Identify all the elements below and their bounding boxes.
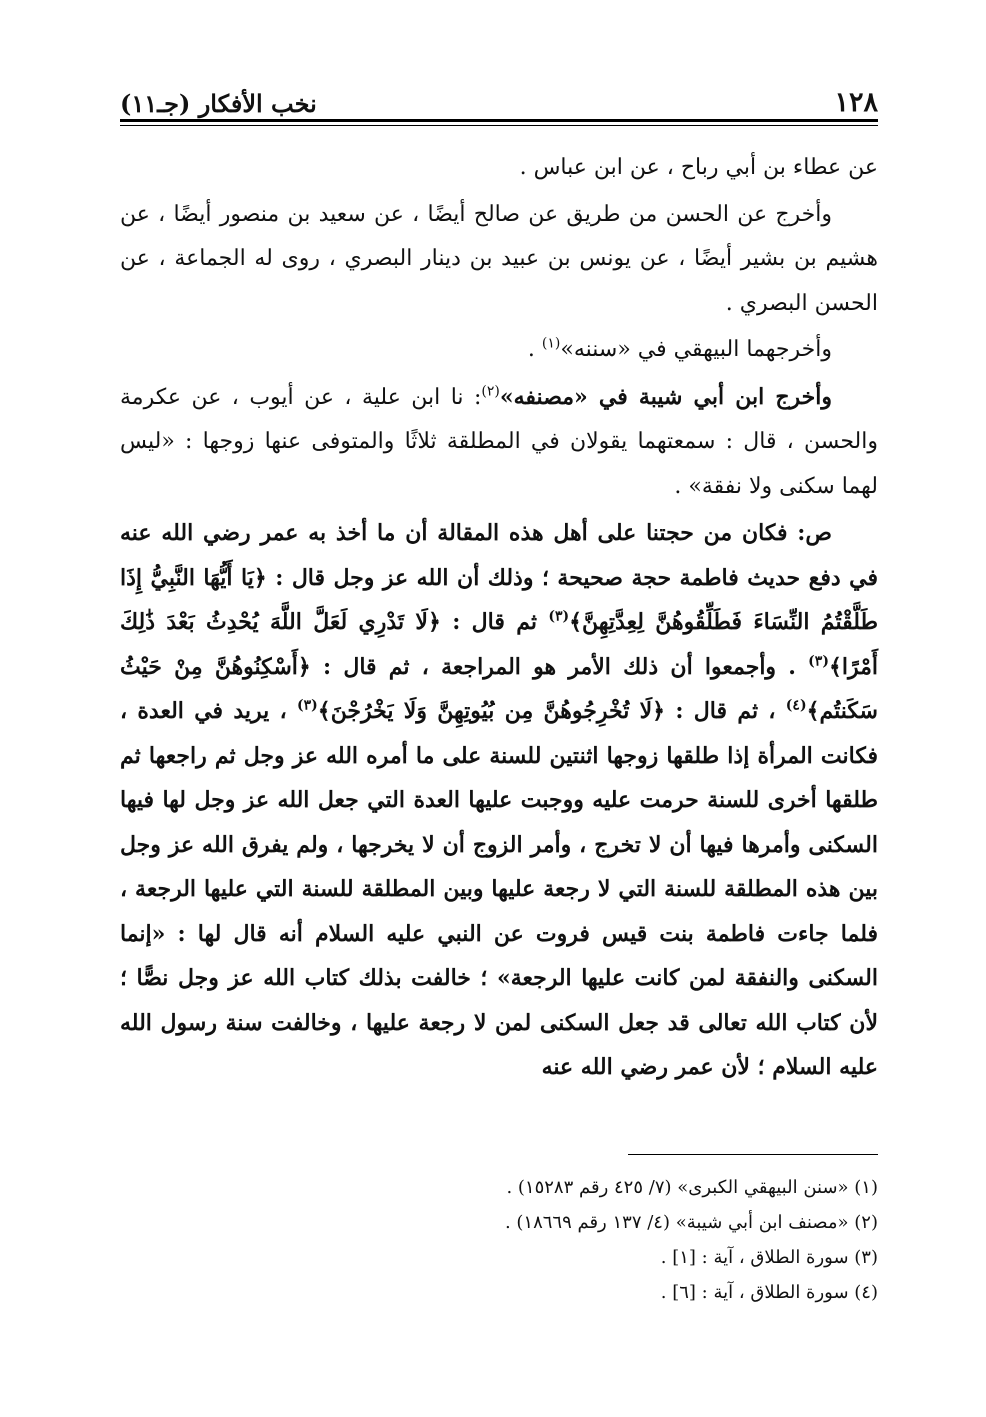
page-header <box>120 76 878 116</box>
paragraph-5-a: ص: فكان من حجتنا على أهل هذه المقالة أن ما أخذ به عمر رضي الله عنه في دفع حديث فاطمة حجة صحيحة ؛ وذلك أن الله عز وجل قال : ﴿يَا أَيُّهَا النَّبِيُّ إِذَا طَلَّقْتُمُ النِّسَاءَ فَطَلِّقُوهُنَّ لِعِدَّتِهِنَّ﴾ <box>120 520 879 635</box>
paragraph-1: عن عطاء بن أبي رباح ، عن ابن عباس . <box>519 155 878 180</box>
paragraph-2: وأخرج عن الحسن من طريق عن صالح أيضًا ، عن سعيد بن منصور أيضًا ، عن هشيم بن بشير أيضًا ، عن يونس بن عبيد بن دينار البصري ، روى له الجماعة ، عن الحسن البصري . <box>120 201 878 316</box>
footnote-ref-1[interactable]: (١) <box>541 335 561 352</box>
paragraph-3-text: وأخرجهما البيهقي في «سننه» <box>560 337 832 362</box>
paragraph-5-b: ثم قال : ﴿لَا تَدْرِي لَعَلَّ اللَّهَ يُحْدِثُ بَعْدَ ذَٰلِكَ أَمْرًا﴾ <box>120 609 878 680</box>
paragraph-4 <box>120 375 878 510</box>
header-rule-thin <box>120 125 878 126</box>
footnote-ref-4[interactable]: (٤) <box>785 697 807 714</box>
paragraph-5-c: . وأجمعوا أن ذلك الأمر هو المراجعة ، ثم قال : ﴿أَسْكِنُوهُنَّ مِنْ حَيْثُ سَكَنتُم﴾ <box>120 653 878 724</box>
paragraph-4-text: : نا ابن علية ، عن أيوب ، عن عكرمة والحسن ، قال : سمعتهما يقولان في المطلقة ثلاثًا والمتوفى عنها زوجها : «ليس لهما سكنى ولا نفقة» . <box>120 384 878 499</box>
paragraph-5-d: ، ثم قال : ﴿لَا تُخْرِجُوهُنَّ مِن بُيُوتِهِنَّ وَلَا يَخْرُجْنَ﴾ <box>317 698 786 724</box>
running-title: نخب الأفكار (جـ١١) <box>120 89 317 118</box>
footnote-4: (٤) سورة الطلاق ، آية : [٦] . <box>660 1282 878 1303</box>
paragraph-4-lead: وأخرج ابن أبي شيبة في «مصنفه» <box>499 383 832 410</box>
footnote-separator <box>628 1154 878 1155</box>
paragraph-3 <box>120 328 878 373</box>
footnote-1: (١) «سنن البيهقي الكبرى» (٧/ ٤٢٥ رقم ١٥٢٨٣) . <box>506 1177 878 1198</box>
footnote-ref-2[interactable]: (٢) <box>481 383 500 400</box>
footnote-ref-3b[interactable]: (٣) <box>808 653 829 670</box>
page-number: ١٢٨ <box>834 87 878 118</box>
header-rule-thick <box>120 119 878 122</box>
footnote-ref-3a[interactable]: (٣) <box>548 608 570 625</box>
footnote-ref-3c[interactable]: (٣) <box>297 697 318 714</box>
paragraph-3-end: . <box>527 337 542 362</box>
footnote-2: (٢) «مصنف ابن أبي شيبة» (٤/ ١٣٧ رقم ١٨٦٦٩) . <box>504 1212 878 1233</box>
paragraph-5-e: ، يريد في العدة ، فكانت المرأة إذا طلقها زوجها اثنتين للسنة على ما أمره الله عز وجل ثم راجعها ثم طلقها أخرى للسنة حرمت عليه ووجبت عليها العدة التي جعل الله عز وجل لها فيها السكنى وأمرها فيها أن لا تخرج ، وأمر الزوج أن لا يخرجها ، ولم يفرق الله عز وجل بين هذه المطلقة للسنة التي لا رجعة عليها وبين المطلقة للسنة التي عليها الرجعة ، فلما جاءت فاطمة بنت قيس فروت عن النبي عليه السلام أنه قال لها : «إنما السكنى والنفقة لمن كانت عليها الرجعة» ؛ خالفت بذلك كتاب الله عز وجل نصًّا ؛ لأن كتاب الله تعالى قد جعل السكنى لمن لا رجعة عليها ، وخالفت سنة رسول الله عليه السلام ؛ لأن عمر رضي الله عنه <box>120 698 878 1080</box>
footnote-3: (٣) سورة الطلاق ، آية : [١] . <box>660 1247 878 1268</box>
body-text <box>120 146 878 1092</box>
paragraph-5 <box>120 511 878 1090</box>
footnotes <box>120 1170 878 1310</box>
